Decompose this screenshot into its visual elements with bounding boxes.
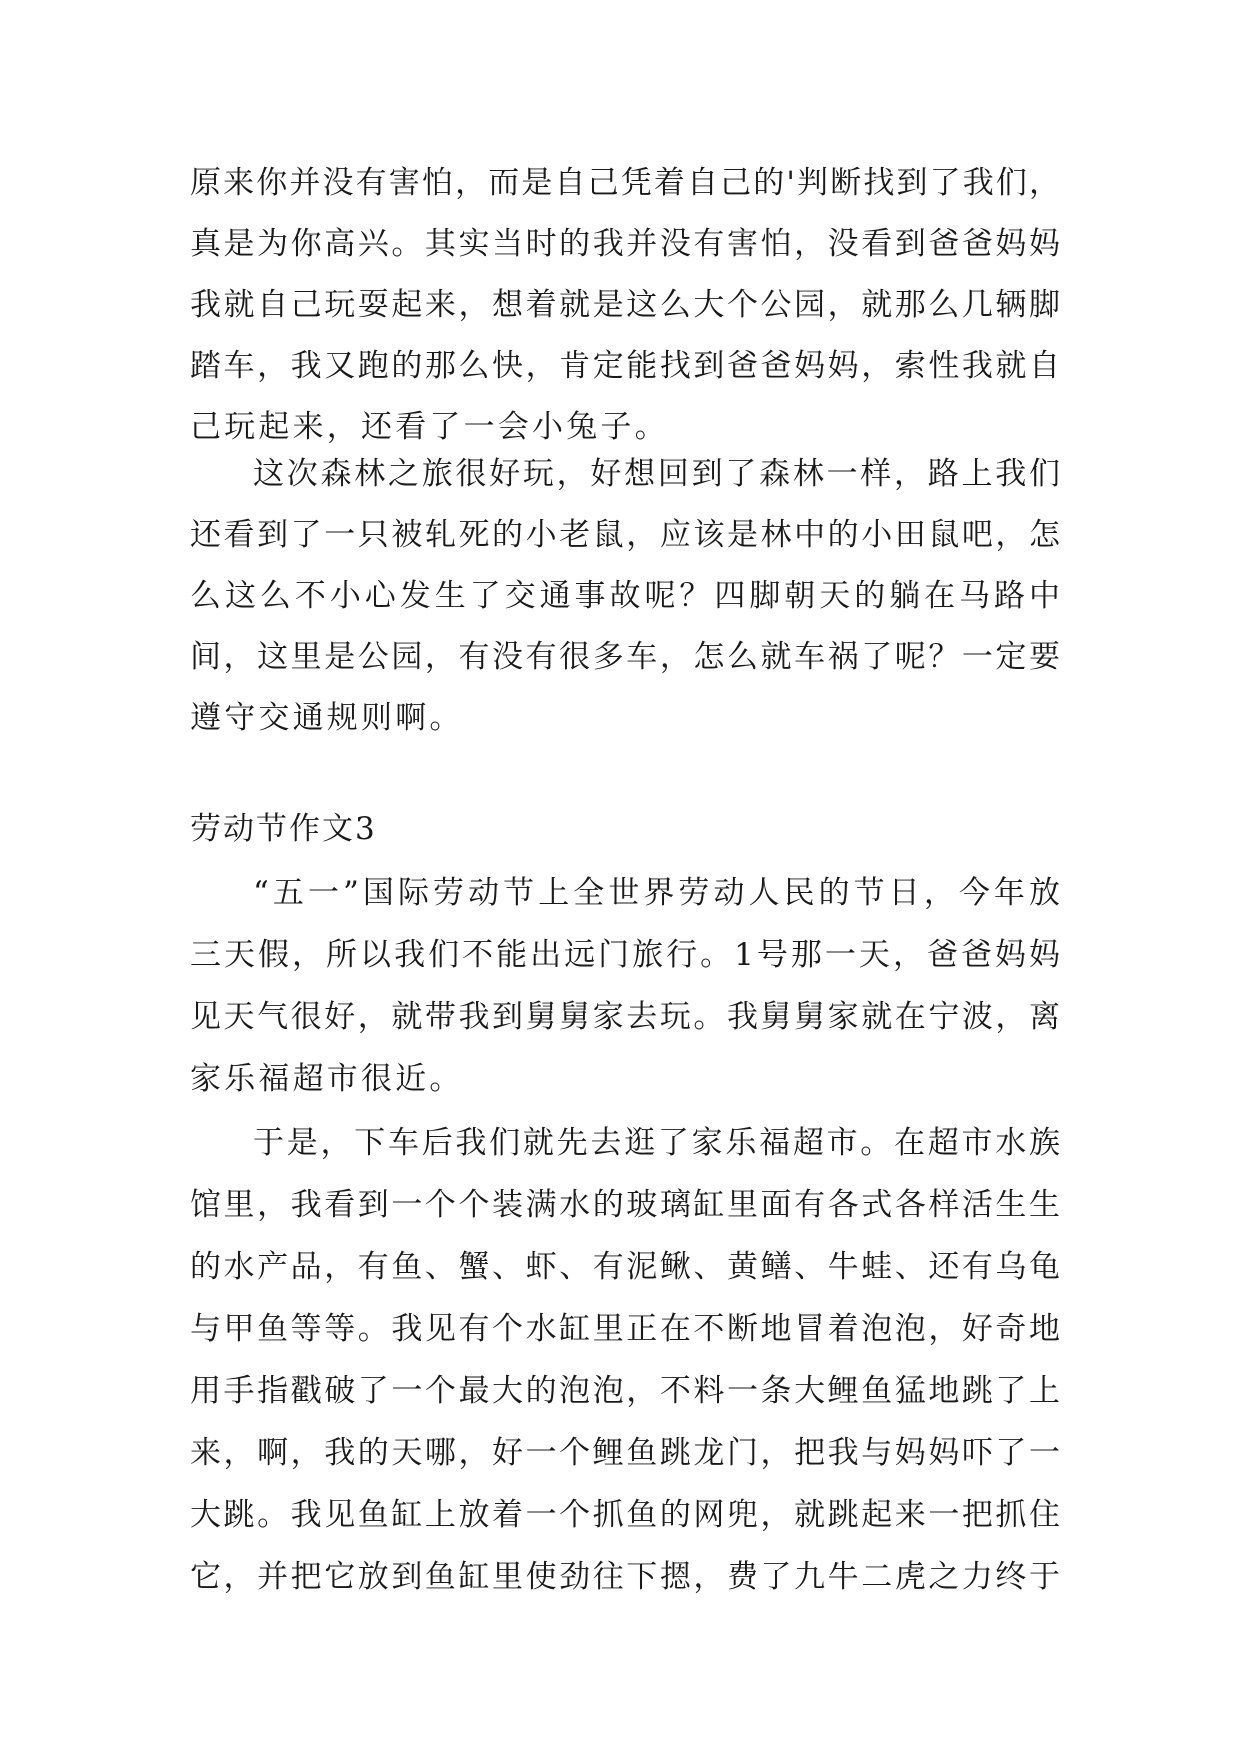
paragraph-line: 家乐福超市很近。 [190, 1061, 464, 1097]
paragraph-line: 我就自己玩耍起来，想着就是这么大个公园，就那么几辆脚 [190, 287, 1060, 323]
paragraph-line: 间，这里是公园，有没有很多车，怎么就车祸了呢？一定要 [190, 639, 1060, 675]
paragraph-line: 这次森林之旅很好玩，好想回到了森林一样，路上我们 [253, 456, 1060, 492]
paragraph-line: 于是，下车后我们就先去逛了家乐福超市。在超市水族 [253, 1125, 1060, 1161]
paragraph-line: 馆里，我看到一个个装满水的玻璃缸里面有各式各样活生生 [190, 1187, 1060, 1223]
paragraph-line: 来，啊，我的天哪，好一个鲤鱼跳龙门，把我与妈妈吓了一 [190, 1435, 1060, 1471]
paragraph-line: 三天假，所以我们不能出远门旅行。1号那一天，爸爸妈妈 [190, 937, 1060, 973]
paragraph-line: 它，并把它放到鱼缸里使劲往下摁，费了九牛二虎之力终于 [190, 1559, 1060, 1595]
paragraph-line: 见天气很好，就带我到舅舅家去玩。我舅舅家就在宁波，离 [190, 999, 1060, 1035]
paragraph-line: 么这么不小心发生了交通事故呢？四脚朝天的躺在马路中 [190, 578, 1060, 614]
section-heading: 劳动节作文3 [190, 811, 377, 847]
paragraph-line: 的水产品，有鱼、蟹、虾、有泥鳅、黄鳝、牛蛙、还有乌龟 [190, 1249, 1060, 1285]
paragraph-line: 原来你并没有害怕，而是自己凭着自己的'判断找到了我们， [190, 165, 1060, 201]
paragraph-line: 大跳。我见鱼缸上放着一个抓鱼的网兜，就跳起来一把抓住 [190, 1497, 1060, 1533]
paragraph-line: “五一”国际劳动节上全世界劳动人民的节日，今年放 [253, 875, 1060, 911]
paragraph-line: 踏车，我又跑的那么快，肯定能找到爸爸妈妈，索性我就自 [190, 348, 1060, 384]
paragraph-line: 用手指戳破了一个最大的泡泡，不料一条大鲤鱼猛地跳了上 [190, 1373, 1060, 1409]
paragraph-line: 与甲鱼等等。我见有个水缸里正在不断地冒着泡泡，好奇地 [190, 1311, 1060, 1347]
paragraph-line: 遵守交通规则啊。 [190, 700, 464, 736]
paragraph-line: 真是为你高兴。其实当时的我并没有害怕，没看到爸爸妈妈 [190, 226, 1060, 262]
paragraph-line: 还看到了一只被轧死的小老鼠，应该是林中的小田鼠吧，怎 [190, 517, 1060, 553]
paragraph-line: 己玩起来，还看了一会小兔子。 [190, 409, 669, 445]
